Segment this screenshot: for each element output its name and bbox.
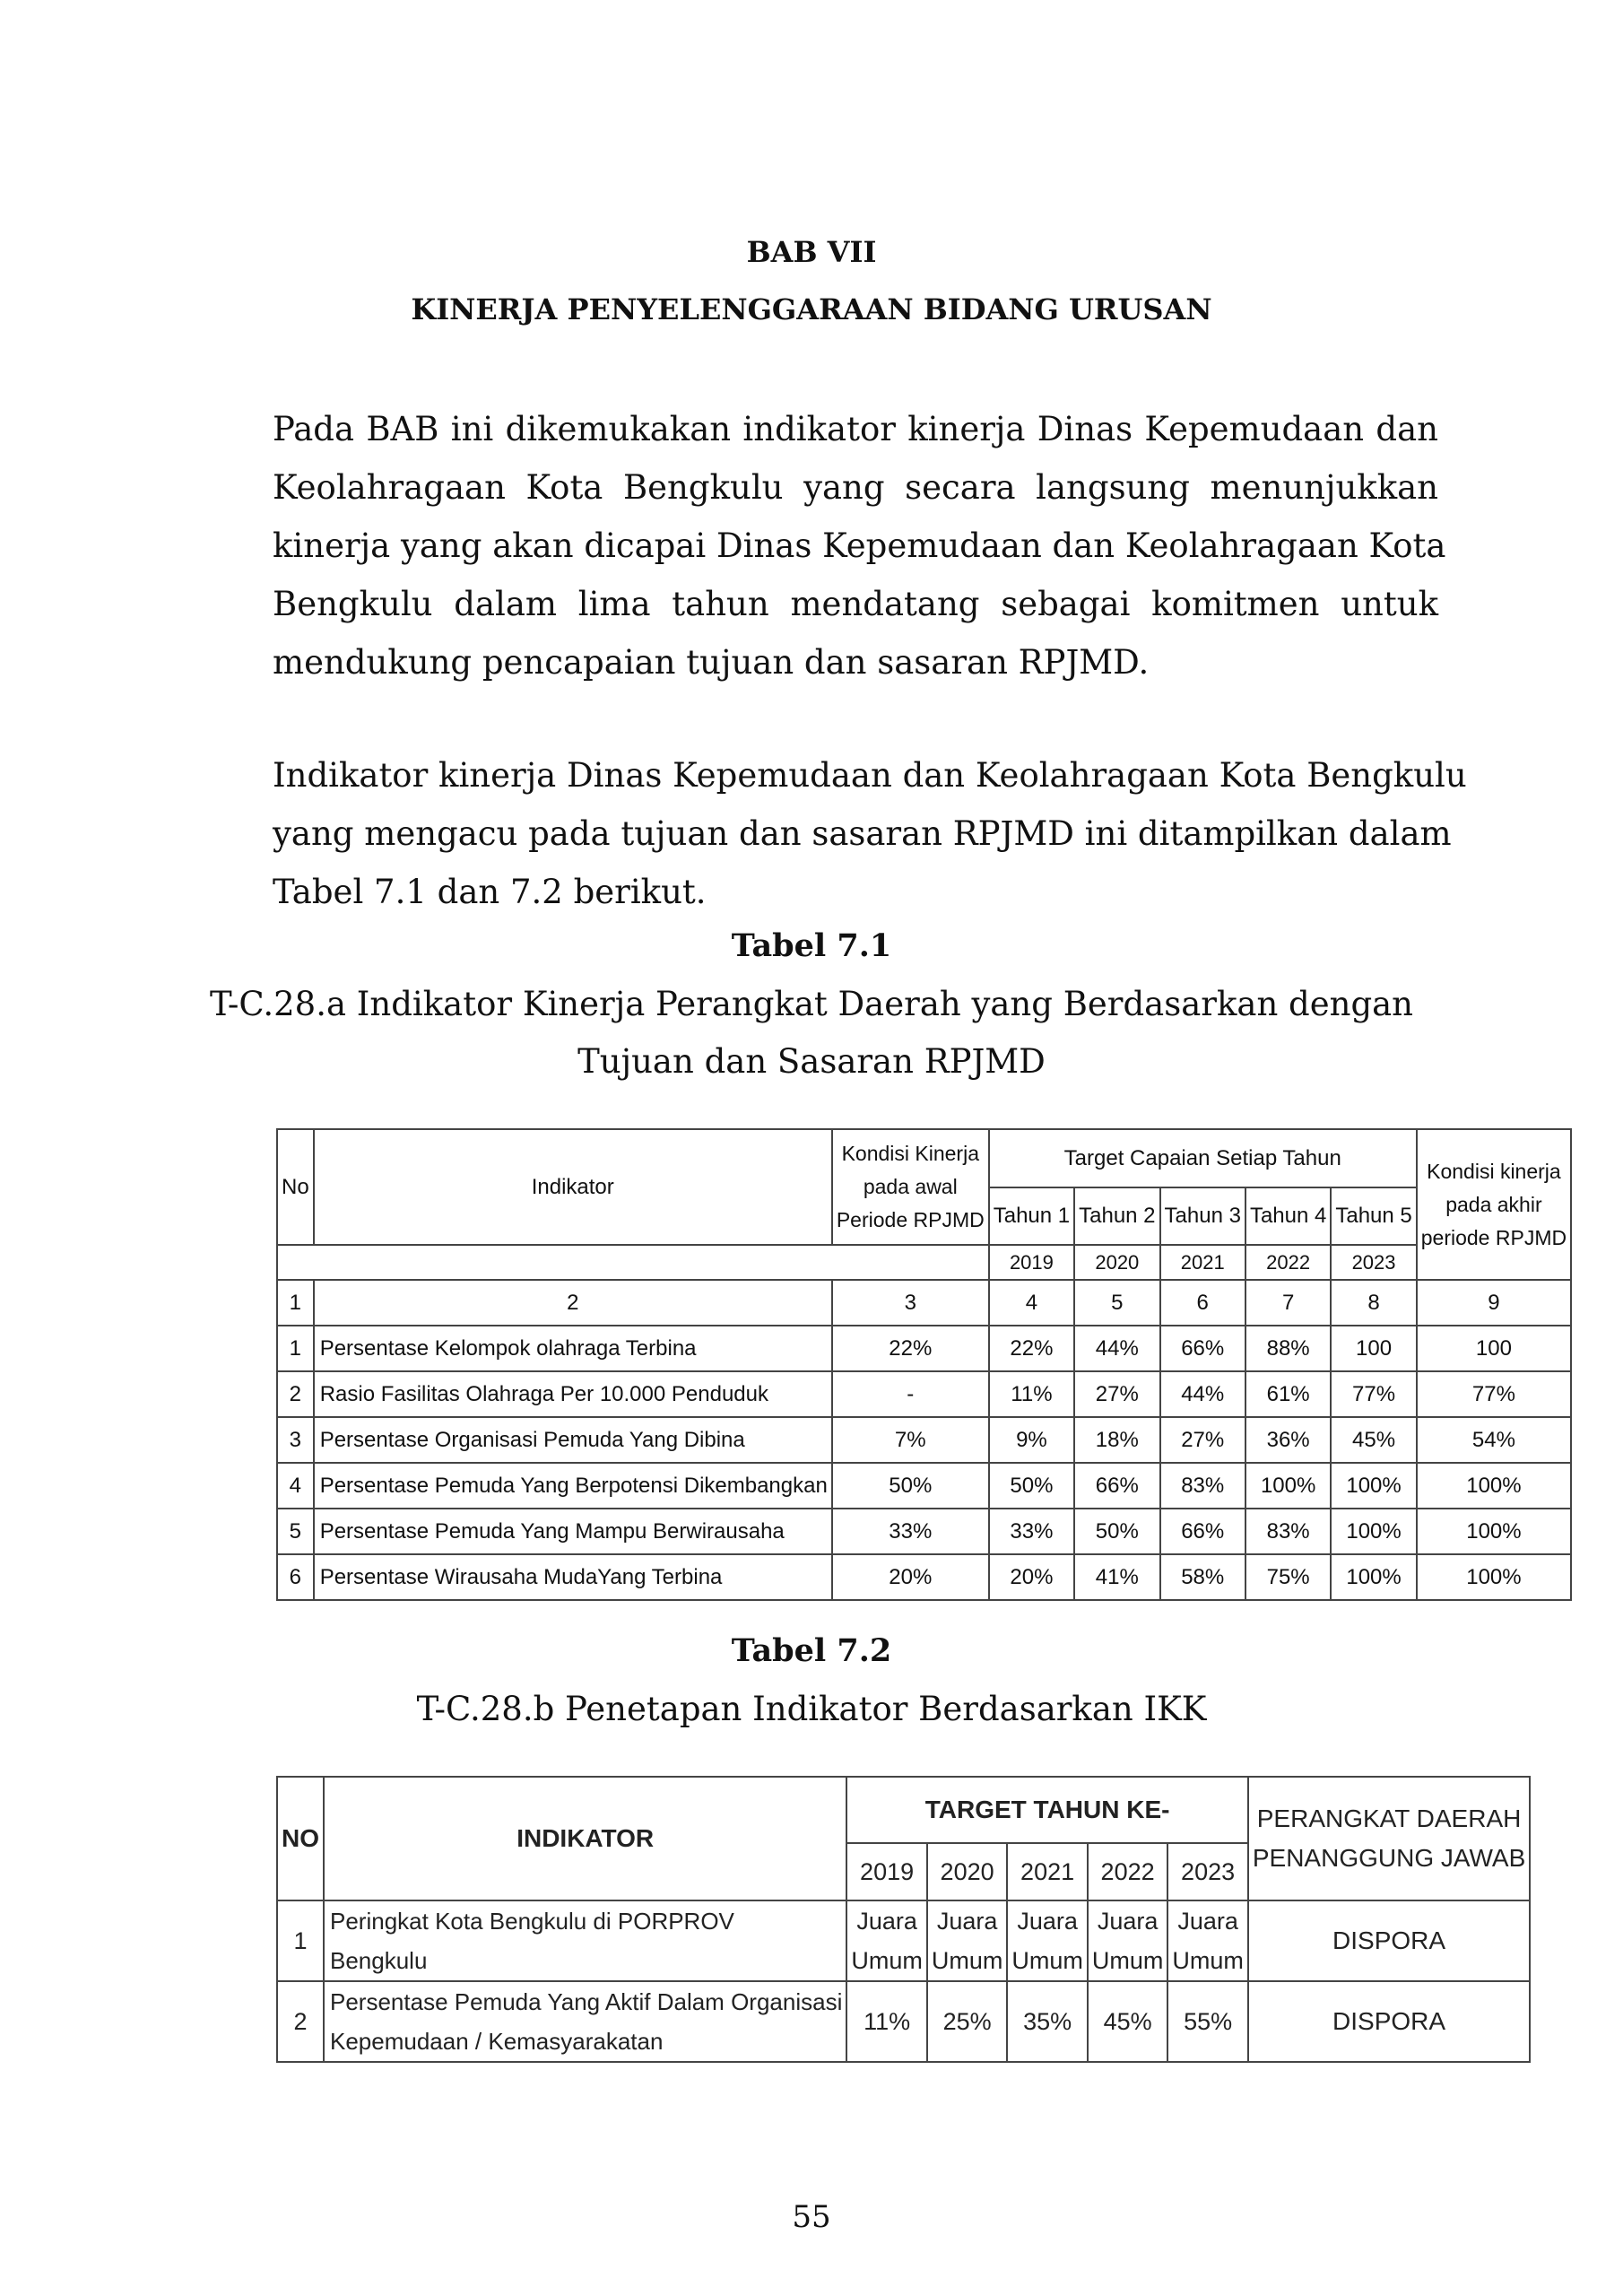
paragraph-intro xyxy=(273,400,1446,691)
paragraph-line: Bengkulu dalam lima tahun mendatang sebagai komitmen untuk xyxy=(273,585,1438,623)
cell-target xyxy=(927,1900,1008,1981)
header-year: 2022 xyxy=(1245,1245,1331,1280)
cell-target: 58% xyxy=(1160,1554,1245,1600)
table1-label: Tabel 7.1 xyxy=(731,927,892,964)
cell-no: 4 xyxy=(277,1463,314,1509)
header-indikator: INDIKATOR xyxy=(324,1777,846,1900)
cell-target: 35% xyxy=(1007,1981,1088,2062)
header-tahun: Tahun 3 xyxy=(1160,1187,1245,1245)
header-line: Kondisi kinerja xyxy=(1427,1159,1561,1183)
header-year: 2022 xyxy=(1088,1843,1168,1900)
cell-line: Peringkat Kota Bengkulu di PORPROV xyxy=(330,1908,734,1935)
cell-target: 100% xyxy=(1331,1509,1416,1554)
col-number: 8 xyxy=(1331,1280,1416,1326)
cell-akhir: 100% xyxy=(1417,1463,1571,1509)
paragraph-line: kinerja yang akan dicapai Dinas Kepemudaan dan Keolahragaan Kota xyxy=(273,526,1446,565)
cell-target: 55% xyxy=(1167,1981,1248,2062)
header-year: 2023 xyxy=(1167,1843,1248,1900)
header-no: No xyxy=(277,1129,314,1245)
paragraph-line: Tabel 7.1 dan 7.2 berikut. xyxy=(273,873,707,911)
table-row xyxy=(277,1463,1571,1509)
header-year: 2019 xyxy=(989,1245,1074,1280)
table-row xyxy=(277,1417,1571,1463)
cell-target: 27% xyxy=(1160,1417,1245,1463)
header-no: NO xyxy=(277,1777,324,1900)
header-year: 2021 xyxy=(1160,1245,1245,1280)
cell-no: 3 xyxy=(277,1417,314,1463)
header-kondisi-awal xyxy=(832,1129,989,1245)
cell-target: 27% xyxy=(1074,1371,1159,1417)
header-year: 2019 xyxy=(846,1843,927,1900)
cell-line: Umum xyxy=(851,1947,923,1974)
cell-awal: 20% xyxy=(832,1554,989,1600)
cell-line: Kepemudaan / Kemasyarakatan xyxy=(330,2028,664,2055)
cell-awal: 33% xyxy=(832,1509,989,1554)
col-number: 1 xyxy=(277,1280,314,1326)
table1-caption-line1: T-C.28.a Indikator Kinerja Perangkat Daerah yang Berdasarkan dengan xyxy=(209,985,1414,1023)
cell-akhir: 100% xyxy=(1417,1509,1571,1554)
col-number: 9 xyxy=(1417,1280,1571,1326)
paragraph-tables xyxy=(273,746,1467,921)
cell-line: Juara xyxy=(1177,1908,1238,1935)
table2-caption: T-C.28.b Penetapan Indikator Berdasarkan IKK xyxy=(416,1690,1207,1728)
cell-akhir: 77% xyxy=(1417,1371,1571,1417)
col-number: 6 xyxy=(1160,1280,1245,1326)
cell-target: 66% xyxy=(1160,1509,1245,1554)
cell-target: 36% xyxy=(1245,1417,1331,1463)
col-number: 2 xyxy=(314,1280,832,1326)
paragraph-line: yang mengacu pada tujuan dan sasaran RPJMD ini ditampilkan dalam xyxy=(273,814,1452,853)
paragraph-line: mendukung pencapaian tujuan dan sasaran RPJMD. xyxy=(273,643,1150,682)
cell-indikator: Rasio Fasilitas Olahraga Per 10.000 Penduduk xyxy=(314,1371,832,1417)
cell-target xyxy=(846,1900,927,1981)
header-line: Kondisi Kinerja xyxy=(841,1142,979,1165)
table1-indikator-kinerja xyxy=(276,1128,1572,1601)
cell-target: 45% xyxy=(1088,1981,1168,2062)
header-year: 2020 xyxy=(1074,1245,1159,1280)
cell-indikator xyxy=(324,1900,846,1981)
cell-target: 11% xyxy=(989,1371,1074,1417)
cell-akhir: 100 xyxy=(1417,1326,1571,1371)
cell-target: 33% xyxy=(989,1509,1074,1554)
table-row xyxy=(277,1509,1571,1554)
cell-target: 50% xyxy=(1074,1509,1159,1554)
cell-no: 1 xyxy=(277,1326,314,1371)
table2-label: Tabel 7.2 xyxy=(731,1632,892,1669)
header-indikator: Indikator xyxy=(314,1129,832,1245)
header-target: Target Capaian Setiap Tahun xyxy=(989,1129,1417,1187)
paragraph-line: Indikator kinerja Dinas Kepemudaan dan Keolahragaan Kota Bengkulu xyxy=(273,756,1467,795)
cell-target: 75% xyxy=(1245,1554,1331,1600)
cell-target: 83% xyxy=(1160,1463,1245,1509)
col-number: 3 xyxy=(832,1280,989,1326)
header-line: Periode RPJMD xyxy=(836,1208,985,1231)
cell-target: 41% xyxy=(1074,1554,1159,1600)
header-year: 2020 xyxy=(927,1843,1008,1900)
paragraph-line: Keolahragaan Kota Bengkulu yang secara langsung menunjukkan xyxy=(273,468,1438,507)
table-row xyxy=(277,1326,1571,1371)
header-line: PERANGKAT DAERAH xyxy=(1256,1805,1522,1832)
cell-no: 2 xyxy=(277,1371,314,1417)
cell-line: Bengkulu xyxy=(330,1947,428,1974)
cell-target xyxy=(1088,1900,1168,1981)
cell-akhir: 54% xyxy=(1417,1417,1571,1463)
cell-akhir: 100% xyxy=(1417,1554,1571,1600)
cell-target: 77% xyxy=(1331,1371,1416,1417)
cell-target xyxy=(1167,1900,1248,1981)
cell-target: 100% xyxy=(1331,1463,1416,1509)
cell-target: 100% xyxy=(1245,1463,1331,1509)
paragraph-line: Pada BAB ini dikemukakan indikator kinerja Dinas Kepemudaan dan xyxy=(273,410,1438,448)
cell-target: 61% xyxy=(1245,1371,1331,1417)
table2-indikator-ikk xyxy=(276,1776,1531,2063)
cell-indikator: Persentase Kelompok olahraga Terbina xyxy=(314,1326,832,1371)
cell-line: Umum xyxy=(1172,1947,1244,1974)
cell-target: 100 xyxy=(1331,1326,1416,1371)
header-line: periode RPJMD xyxy=(1420,1225,1567,1249)
chapter-title: KINERJA PENYELENGGARAAN BIDANG URUSAN xyxy=(411,292,1212,326)
table-row xyxy=(277,1900,1530,1981)
cell-target: 50% xyxy=(989,1463,1074,1509)
cell-indikator: Persentase Wirausaha MudaYang Terbina xyxy=(314,1554,832,1600)
cell-target: 22% xyxy=(989,1326,1074,1371)
cell-awal: 22% xyxy=(832,1326,989,1371)
cell-target: 11% xyxy=(846,1981,927,2062)
header-line: pada akhir xyxy=(1445,1192,1542,1216)
table-row xyxy=(277,1554,1571,1600)
header-line: PENANGGUNG JAWAB xyxy=(1252,1844,1526,1872)
cell-indikator: Persentase Pemuda Yang Berpotensi Dikembangkan xyxy=(314,1463,832,1509)
header-tahun: Tahun 1 xyxy=(989,1187,1074,1245)
cell-indikator: Persentase Pemuda Yang Mampu Berwirausaha xyxy=(314,1509,832,1554)
cell-target xyxy=(1007,1900,1088,1981)
cell-target: 18% xyxy=(1074,1417,1159,1463)
cell-indikator xyxy=(324,1981,846,2062)
header-year: 2023 xyxy=(1331,1245,1416,1280)
col-number: 5 xyxy=(1074,1280,1159,1326)
cell-target: 9% xyxy=(989,1417,1074,1463)
cell-target: 66% xyxy=(1074,1463,1159,1509)
cell-awal: - xyxy=(832,1371,989,1417)
cell-line: Juara xyxy=(1097,1908,1159,1935)
cell-target: 44% xyxy=(1160,1371,1245,1417)
header-perangkat-daerah xyxy=(1248,1777,1530,1900)
cell-target: 83% xyxy=(1245,1509,1331,1554)
cell-target: 88% xyxy=(1245,1326,1331,1371)
cell-target: 25% xyxy=(927,1981,1008,2062)
header-tahun: Tahun 2 xyxy=(1074,1187,1159,1245)
cell-no: 5 xyxy=(277,1509,314,1554)
cell-line: Umum xyxy=(931,1947,1003,1974)
cell-no: 2 xyxy=(277,1981,324,2062)
cell-perangkat: DISPORA xyxy=(1248,1900,1530,1981)
cell-line: Umum xyxy=(1011,1947,1083,1974)
table1-caption-line2: Tujuan dan Sasaran RPJMD xyxy=(577,1042,1046,1081)
col-number: 4 xyxy=(989,1280,1074,1326)
table-row xyxy=(277,1981,1530,2062)
cell-target: 66% xyxy=(1160,1326,1245,1371)
cell-target: 100% xyxy=(1331,1554,1416,1600)
cell-no: 6 xyxy=(277,1554,314,1600)
chapter-number: BAB VII xyxy=(746,235,877,269)
col-number: 7 xyxy=(1245,1280,1331,1326)
cell-line: Juara xyxy=(856,1908,917,1935)
cell-line: Persentase Pemuda Yang Aktif Dalam Organisasi xyxy=(330,1988,843,2015)
table-row xyxy=(277,1371,1571,1417)
header-target-tahun: TARGET TAHUN KE- xyxy=(846,1777,1248,1843)
cell-target: 44% xyxy=(1074,1326,1159,1371)
cell-target: 20% xyxy=(989,1554,1074,1600)
cell-indikator: Persentase Organisasi Pemuda Yang Dibina xyxy=(314,1417,832,1463)
cell-line: Juara xyxy=(1017,1908,1078,1935)
header-year: 2021 xyxy=(1007,1843,1088,1900)
cell-perangkat: DISPORA xyxy=(1248,1981,1530,2062)
cell-target: 45% xyxy=(1331,1417,1416,1463)
header-tahun: Tahun 4 xyxy=(1245,1187,1331,1245)
header-line: pada awal xyxy=(863,1175,958,1198)
cell-awal: 50% xyxy=(832,1463,989,1509)
cell-line: Juara xyxy=(936,1908,998,1935)
cell-no: 1 xyxy=(277,1900,324,1981)
header-tahun: Tahun 5 xyxy=(1331,1187,1416,1245)
header-kondisi-akhir xyxy=(1417,1129,1571,1280)
page-number: 55 xyxy=(792,2199,831,2235)
cell-awal: 7% xyxy=(832,1417,989,1463)
cell-line: Umum xyxy=(1091,1947,1164,1974)
